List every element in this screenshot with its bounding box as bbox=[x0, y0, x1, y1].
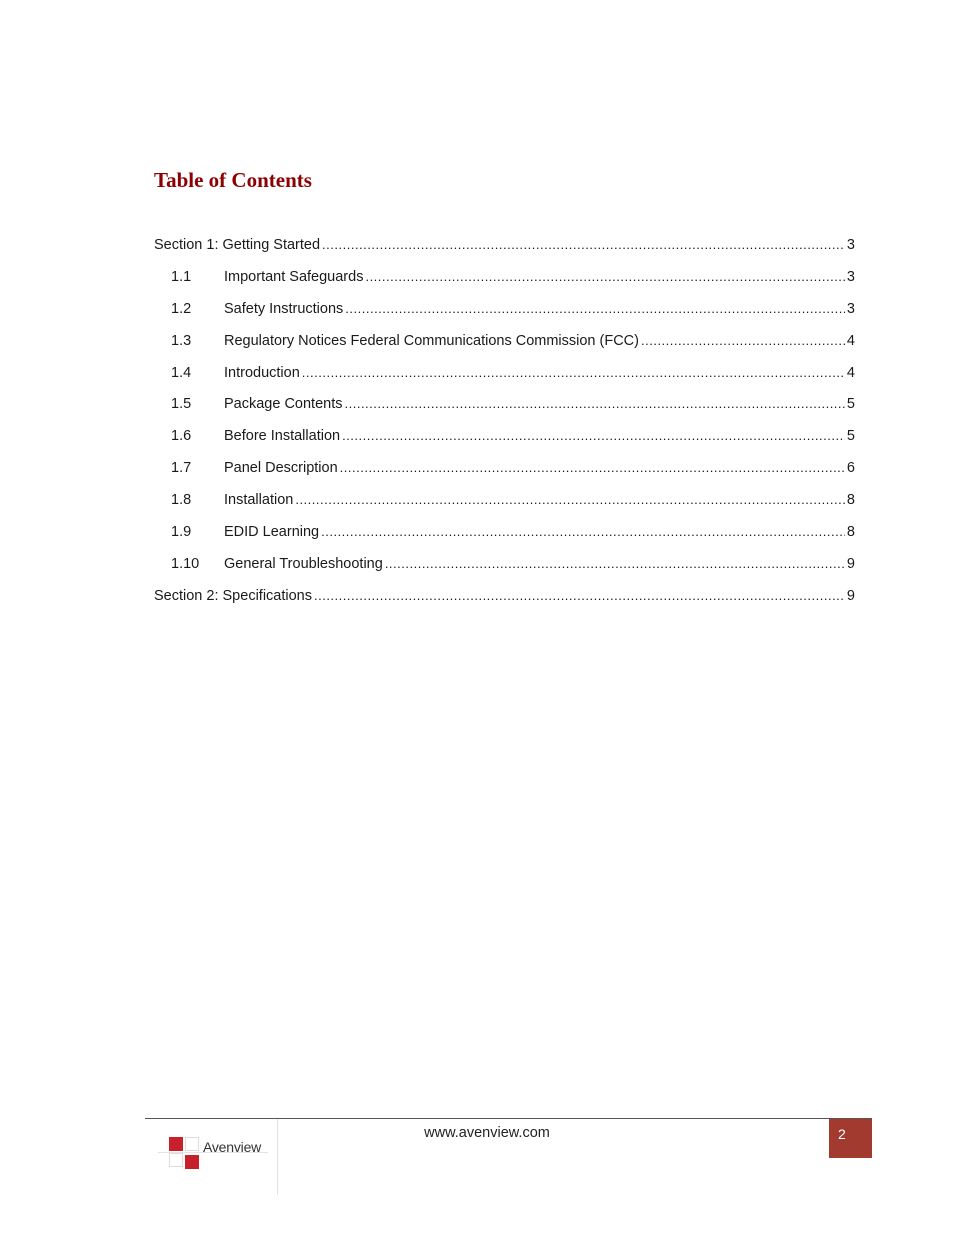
toc-entry-page: 3 bbox=[846, 268, 855, 285]
toc-entry-text: EDID Learning bbox=[224, 524, 320, 541]
toc-entry[interactable] bbox=[154, 556, 855, 588]
toc-entry-number: 1.1 bbox=[171, 268, 192, 285]
toc-entry-text: General Troubleshooting bbox=[224, 555, 383, 572]
logo-square bbox=[169, 1153, 183, 1167]
toc-leader-dots bbox=[322, 237, 845, 253]
toc-entry[interactable] bbox=[154, 396, 855, 428]
logo-square bbox=[185, 1155, 199, 1169]
toc-leader-dots bbox=[345, 301, 845, 317]
toc-entry-page: 3 bbox=[846, 237, 855, 253]
toc-entry-text: Before Installation bbox=[224, 428, 341, 445]
toc-list bbox=[154, 237, 855, 620]
toc-entry-number: 1.7 bbox=[171, 460, 192, 477]
toc-entry-page: 8 bbox=[846, 524, 855, 541]
toc-entry[interactable] bbox=[154, 428, 855, 460]
page-number: 2 bbox=[838, 1126, 846, 1142]
toc-entry-number: 1.5 bbox=[171, 396, 192, 413]
toc-entry[interactable] bbox=[154, 492, 855, 524]
toc-entry-page: 8 bbox=[846, 492, 855, 509]
toc-entry-number: 1.6 bbox=[171, 428, 192, 445]
toc-entry-text: Section 2: Specifications bbox=[154, 587, 312, 604]
toc-entry-page: 4 bbox=[846, 364, 855, 381]
toc-entry-page: 5 bbox=[846, 396, 855, 413]
toc-entry[interactable] bbox=[154, 524, 855, 556]
toc-entry-text: Safety Instructions bbox=[224, 300, 344, 317]
toc-entry-text: Introduction bbox=[224, 364, 300, 381]
toc-leader-dots bbox=[321, 524, 845, 540]
toc-entry-text: Section 1: Getting Started bbox=[154, 237, 321, 253]
toc-entry-text: Installation bbox=[224, 492, 294, 509]
page-number-box bbox=[829, 1119, 872, 1158]
toc-entry-number: 1.9 bbox=[171, 524, 192, 541]
toc-leader-dots bbox=[295, 492, 845, 508]
toc-entry-text: Important Safeguards bbox=[224, 268, 364, 285]
toc-entry[interactable] bbox=[154, 269, 855, 301]
toc-entry-number: 1.8 bbox=[171, 492, 192, 509]
toc-leader-dots bbox=[340, 460, 845, 476]
footer-url[interactable]: www.avenview.com bbox=[424, 1125, 550, 1141]
toc-entry-page: 4 bbox=[846, 332, 855, 349]
toc-entry-number: 1.4 bbox=[171, 364, 192, 381]
toc-leader-dots bbox=[302, 365, 845, 381]
toc-entry-number: 1.2 bbox=[171, 300, 192, 317]
toc-entry-text: Package Contents bbox=[224, 396, 343, 413]
toc-entry-page: 9 bbox=[846, 587, 855, 604]
toc-entry-text: Panel Description bbox=[224, 460, 338, 477]
toc-leader-dots bbox=[365, 269, 844, 285]
toc-entry[interactable] bbox=[154, 333, 855, 365]
toc-entry-page: 9 bbox=[846, 555, 855, 572]
toc-leader-dots bbox=[385, 556, 845, 572]
toc-entry-text: Regulatory Notices Federal Communications Commission (FCC) bbox=[224, 332, 639, 349]
toc-title: Table of Contents bbox=[154, 168, 312, 192]
toc-entry-page: 3 bbox=[846, 300, 855, 317]
toc-entry-page: 5 bbox=[846, 428, 855, 445]
toc-leader-dots bbox=[641, 333, 845, 349]
toc-entry-number: 1.10 bbox=[171, 555, 200, 572]
toc-entry[interactable] bbox=[154, 365, 855, 397]
toc-entry[interactable] bbox=[154, 588, 855, 620]
toc-entry[interactable] bbox=[154, 237, 855, 269]
toc-entry-number: 1.3 bbox=[171, 332, 192, 349]
toc-entry[interactable] bbox=[154, 460, 855, 492]
toc-leader-dots bbox=[345, 396, 845, 412]
toc-leader-dots bbox=[314, 588, 845, 604]
logo-text: Avenview bbox=[203, 1139, 262, 1155]
toc-entry-page: 6 bbox=[846, 460, 855, 477]
footer-rule bbox=[145, 1118, 872, 1119]
toc-leader-dots bbox=[342, 428, 845, 444]
toc-entry[interactable] bbox=[154, 301, 855, 333]
